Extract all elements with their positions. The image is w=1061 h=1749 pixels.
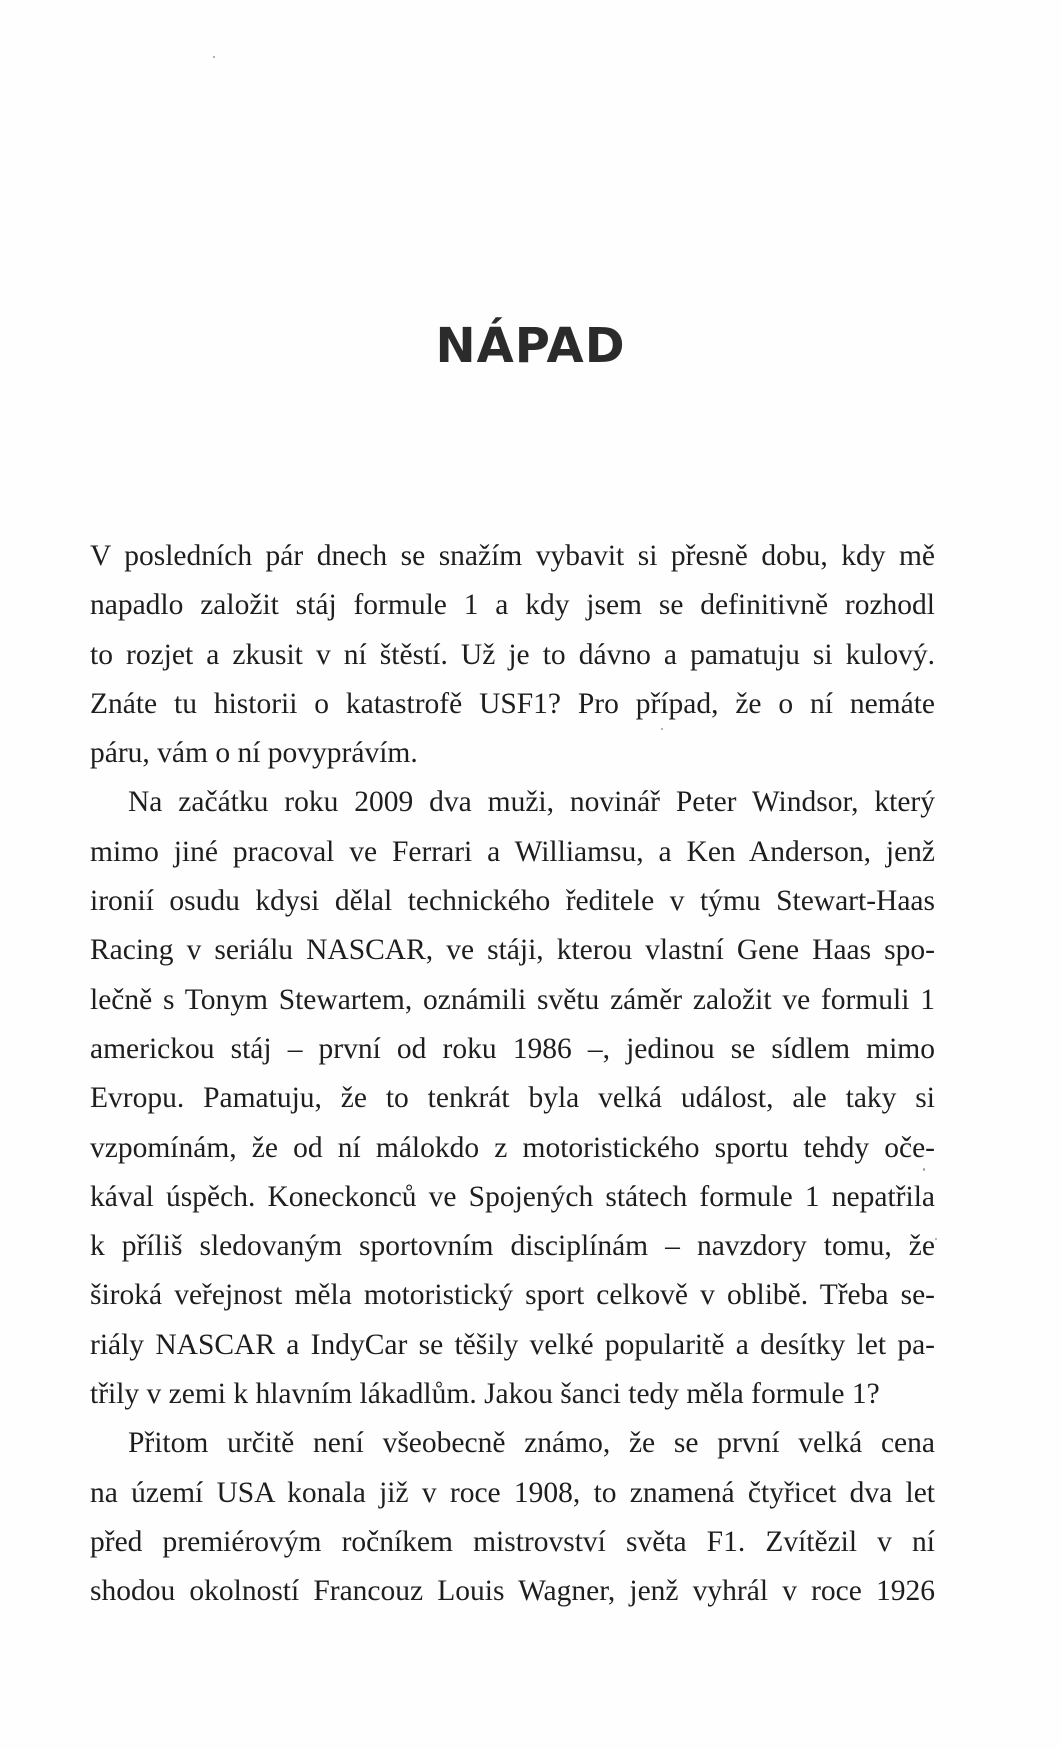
text-line: Na začátku roku 2009 dva muži, novinář Peter Windsor, který	[128, 786, 935, 819]
text-line: mimo jiné pracoval ve Ferrari a Williamsu, a Ken Anderson, jenž	[90, 835, 935, 868]
scan-speck	[213, 56, 215, 58]
text-line: napadlo založit stáj formule 1 a kdy jsem se definitivně rozhodl	[90, 589, 935, 622]
paragraph	[90, 778, 935, 1419]
chapter-title: NÁPAD	[435, 318, 626, 374]
text-line: kával úspěch. Koneckonců ve Spojených státech formule 1 nepatřila	[90, 1180, 935, 1213]
text-line: páru, vám o ní povyprávím.	[90, 737, 418, 770]
text-line: Znáte tu historii o katastrofě USF1? Pro případ, že o ní nemáte	[90, 687, 935, 720]
text-line: riály NASCAR a IndyCar se těšily velké popularitě a desítky let pa-	[90, 1328, 935, 1361]
text-line: to rozjet a zkusit v ní štěstí. Už je to dávno a pamatuju si kulový.	[90, 638, 935, 671]
text-line: před premiérovým ročníkem mistrovství světa F1. Zvítězil v ní	[90, 1525, 935, 1558]
body-text	[90, 532, 935, 1617]
text-line: americkou stáj – první od roku 1986 –, jedinou se sídlem mimo	[90, 1032, 935, 1065]
text-line: na území USA konala již v roce 1908, to znamená čtyřicet dva let	[90, 1476, 935, 1509]
text-line: Racing v seriálu NASCAR, ve stáji, kterou vlastní Gene Haas spo-	[90, 934, 935, 967]
text-line: lečně s Tonym Stewartem, oznámili světu záměr založit ve formuli 1	[90, 983, 935, 1016]
text-line: V posledních pár dnech se snažím vybavit si přesně dobu, kdy mě	[90, 540, 935, 572]
text-line: vzpomínám, že od ní málokdo z motoristického sportu tehdy oče-	[90, 1131, 935, 1164]
text-line: Evropu. Pamatuju, že to tenkrát byla velká událost, ale taky si	[90, 1082, 935, 1115]
paragraph	[90, 1419, 935, 1616]
text-line: třily v zemi k hlavním lákadlům. Jakou šanci tedy měla formule 1?	[90, 1378, 880, 1411]
text-line: k příliš sledovaným sportovním disciplínám – navzdory tomu, že	[90, 1230, 935, 1263]
paragraph	[90, 532, 935, 778]
scan-speck	[935, 1238, 937, 1240]
text-line: široká veřejnost měla motoristický sport celkově v oblibě. Třeba se-	[90, 1279, 935, 1312]
text-line: shodou okolností Francouz Louis Wagner, jenž vyhrál v roce 1926	[90, 1575, 935, 1608]
text-line: ironií osudu kdysi dělal technického ředitele v týmu Stewart-Haas	[90, 885, 935, 918]
text-line: Přitom určitě není všeobecně známo, že se první velká cena	[128, 1427, 935, 1460]
